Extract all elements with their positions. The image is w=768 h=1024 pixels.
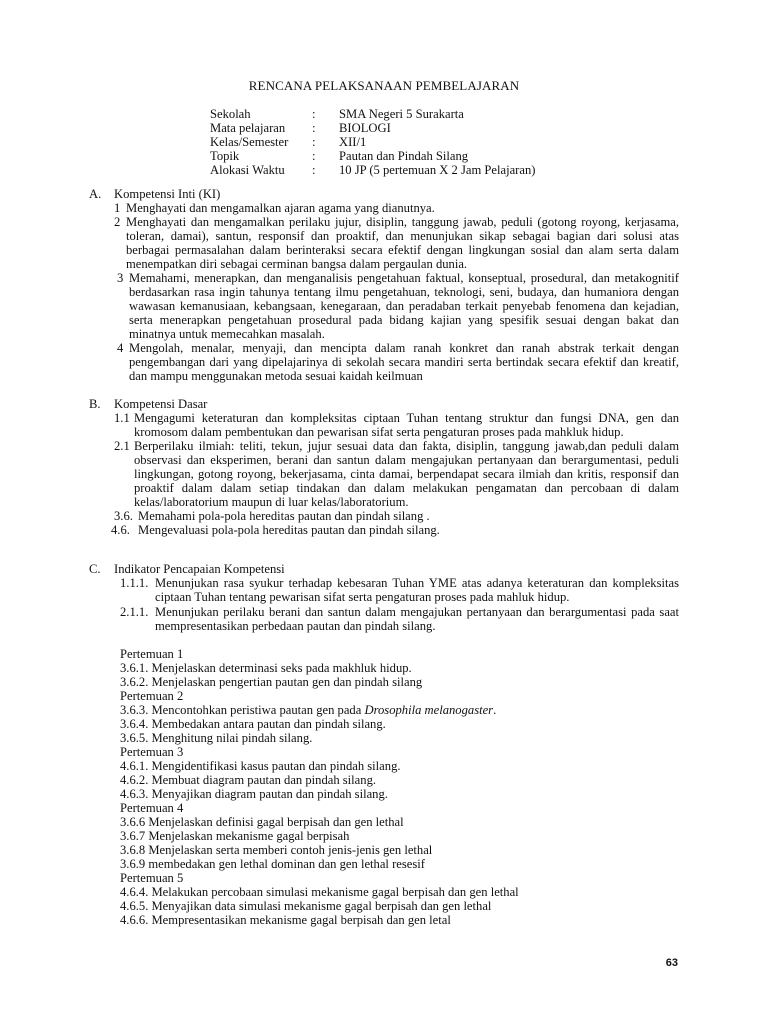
indicator-punctuation: . [493,703,497,717]
ki-number: 3 [117,271,124,285]
header-row-sekolah [210,107,535,121]
kd-number: 3.6. [114,509,133,523]
section-title: Indikator Pencapaian Kompetensi [114,562,285,576]
header-label: Sekolah [210,107,251,121]
header-row-mata-pelajaran [210,121,535,135]
meeting-heading: Pertemuan 5 [120,871,184,885]
kd-text: Mengagumi keteraturan dan kompleksitas ciptaan Tuhan tentang struktur dan fungsi DNA, gen dan kromosom dalam pembentukan dan pewarisan sifat serta pengaturan proses pada mahkluk hidup. [134,411,679,439]
page-number: 63 [665,957,678,969]
header-value: 10 JP (5 pertemuan X 2 Jam Pelajaran) [339,163,536,177]
ki-item [114,215,679,271]
header-info-table [210,107,535,177]
kd-item [114,439,679,509]
header-label: Kelas/Semester [210,135,289,149]
header-row-topik [210,149,535,163]
header-colon: : [312,107,316,121]
section-indikator [89,562,679,927]
meeting-list [89,647,679,927]
section-heading [89,562,679,576]
indicator-item [120,605,679,633]
header-label: Topik [210,149,240,163]
indicator-item [120,576,679,604]
section-kompetensi-dasar [89,397,679,537]
header-row-kelas-semester [210,135,535,149]
meeting-indicator: 4.6.5. Menyajikan data simulasi mekanisme gagal berpisah dan gen lethal [120,899,492,913]
kd-text: Berperilaku ilmiah: teliti, tekun, jujur sesuai data dan fakta, disiplin, tanggung jawab,dan peduli dalam observasi dan eksperimen, berani dan santun dalam mengajukan pertanyaan dan berargumentasi, peduli lingkungan, gotong royong, bekerjasama, cinta damai, berpendapat secara ilmiah dan kritis, responsif dan proaktif dalam dalam setiap tindakan dan dalam melakukan pengamatan dan percobaan di dalam kelas/laboratorium maupun di luar kelas/laboratorium. [134,439,679,509]
header-label: Alokasi Waktu [210,163,285,177]
header-colon: : [312,121,316,135]
header-colon: : [312,149,316,163]
indicator-text: 3.6.3. Mencontohkan peristiwa pautan gen pada [120,703,365,717]
page-title: RENCANA PELAKSANAAN PEMBELAJARAN [248,78,520,93]
ki-text: Menghayati dan mengamalkan ajaran agama yang dianutnya. [126,201,435,215]
meeting-indicator: 3.6.7 Menjelaskan mekanisme gagal berpisah [120,829,350,843]
section-heading [89,397,679,411]
section-kompetensi-inti [89,187,679,383]
meeting-heading: Pertemuan 1 [120,647,184,661]
indicator-text: Menunjukan rasa syukur terhadap kebesaran Tuhan YME atas adanya keteraturan dan kompleksitas ciptaan Tuhan tentang pewarisan sifat serta pengaturan proses pada mahluk hidup. [155,576,679,604]
section-heading [89,187,679,201]
kd-item [114,411,679,439]
header-value: Pautan dan Pindah Silang [339,149,469,163]
section-letter: C. [89,562,101,576]
header-colon: : [312,135,316,149]
meeting-indicator: 4.6.2. Membuat diagram pautan dan pindah silang. [120,773,377,787]
meeting-indicator: 3.6.2. Menjelaskan pengertian pautan gen dan pindah silang [120,675,423,689]
kd-item [111,523,679,537]
meeting-indicator: 4.6.6. Mempresentasikan mekanisme gagal berpisah dan gen letal [120,913,451,927]
section-title: Kompetensi Inti (KI) [114,187,221,201]
meeting-heading: Pertemuan 4 [120,801,184,815]
header-label: Mata pelajaran [210,121,286,135]
meeting-heading: Pertemuan 3 [120,745,184,759]
meeting-heading: Pertemuan 2 [120,689,184,703]
meeting-indicator: 3.6.9 membedakan gen lethal dominan dan gen lethal resesif [120,857,425,871]
indicator-number: 2.1.1. [120,605,149,619]
ki-number: 1 [114,201,121,215]
kd-text: Mengevaluasi pola-pola hereditas pautan dan pindah silang. [138,523,440,537]
indicator-text: Menunjukan perilaku berani dan santun dalam mengajukan pertanyaan dan berargumentasi pada saat mempresentasikan perbedaan pautan dan pindah silang. [155,605,679,633]
ki-item [114,271,679,341]
meeting-indicator: 4.6.1. Mengidentifikasi kasus pautan dan pindah silang. [120,759,401,773]
kd-number: 1.1 [114,411,130,425]
section-letter: A. [89,187,102,201]
ki-item [114,341,679,383]
kd-item [114,509,679,523]
meeting-indicator: 3.6.8 Menjelaskan serta memberi contoh jenis-jenis gen lethal [120,843,433,857]
header-value: XII/1 [339,135,367,149]
header-colon: : [312,163,316,177]
ki-text: Memahami, menerapkan, dan menganalisis pengetahuan faktual, konseptual, prosedural, dan metakognitif berdasarkan rasa ingin tahunya tentang ilmu pengetahuan, teknologi, seni, budaya, dan humaniora dengan wawasan kemanusiaan, kebangsaan, kenegaraan, dan peradaban terkait penyebab fenomena dan kejadian, serta menerapkan pengetahuan prosedural pada bidang kajian yang spesifik sesuai dengan bakat dan minatnya untuk memecahkan masalah. [129,271,679,341]
header-value: SMA Negeri 5 Surakarta [339,107,464,121]
kd-number: 2.1 [114,439,130,453]
header-row-alokasi-waktu [210,163,535,177]
meeting-indicator: 3.6.6 Menjelaskan definisi gagal berpisah dan gen lethal [120,815,404,829]
kd-text: Memahami pola-pola hereditas pautan dan pindah silang . [138,509,430,523]
meeting-indicator: 3.6.5. Menghitung nilai pindah silang. [120,731,313,745]
kd-number: 4.6. [111,523,130,537]
section-title: Kompetensi Dasar [114,397,208,411]
species-name: Drosophila melanogaster [364,703,494,717]
meeting-indicator: 4.6.3. Menyajikan diagram pautan dan pindah silang. [120,787,388,801]
meeting-indicator [120,703,679,717]
ki-number: 2 [114,215,121,229]
section-letter: B. [89,397,101,411]
header-value: BIOLOGI [339,121,391,135]
indicator-number: 1.1.1. [120,576,149,590]
meeting-indicator: 3.6.1. Menjelaskan determinasi seks pada makhluk hidup. [120,661,412,675]
ki-text: Menghayati dan mengamalkan perilaku jujur, disiplin, tanggung jawab, peduli (gotong royong, kerjasama, toleran, damai), santun, responsif dan proaktif, dan menunjukan sikap sebagai bagian dari solusi atas berbagai permasalahan dalam berinteraksi secara efektif dengan lingkungan sosial dan alam serta dalam menempatkan diri sebagai cerminan bangsa dalam pergaulan dunia. [126,215,679,271]
ki-item [114,201,679,215]
ki-number: 4 [117,341,124,355]
meeting-indicator: 4.6.4. Melakukan percobaan simulasi mekanisme gagal berpisah dan gen lethal [120,885,519,899]
meeting-indicator: 3.6.4. Membedakan antara pautan dan pindah silang. [120,717,386,731]
ki-text: Mengolah, menalar, menyaji, dan mencipta dalam ranah konkret dan ranah abstrak terkait dengan pengembangan dari yang dipelajarinya di sekolah secara mandiri serta bertindak secara efektif dan kreatif, dan mampu menggunakan metoda sesuai kaidah keilmuan [129,341,679,383]
